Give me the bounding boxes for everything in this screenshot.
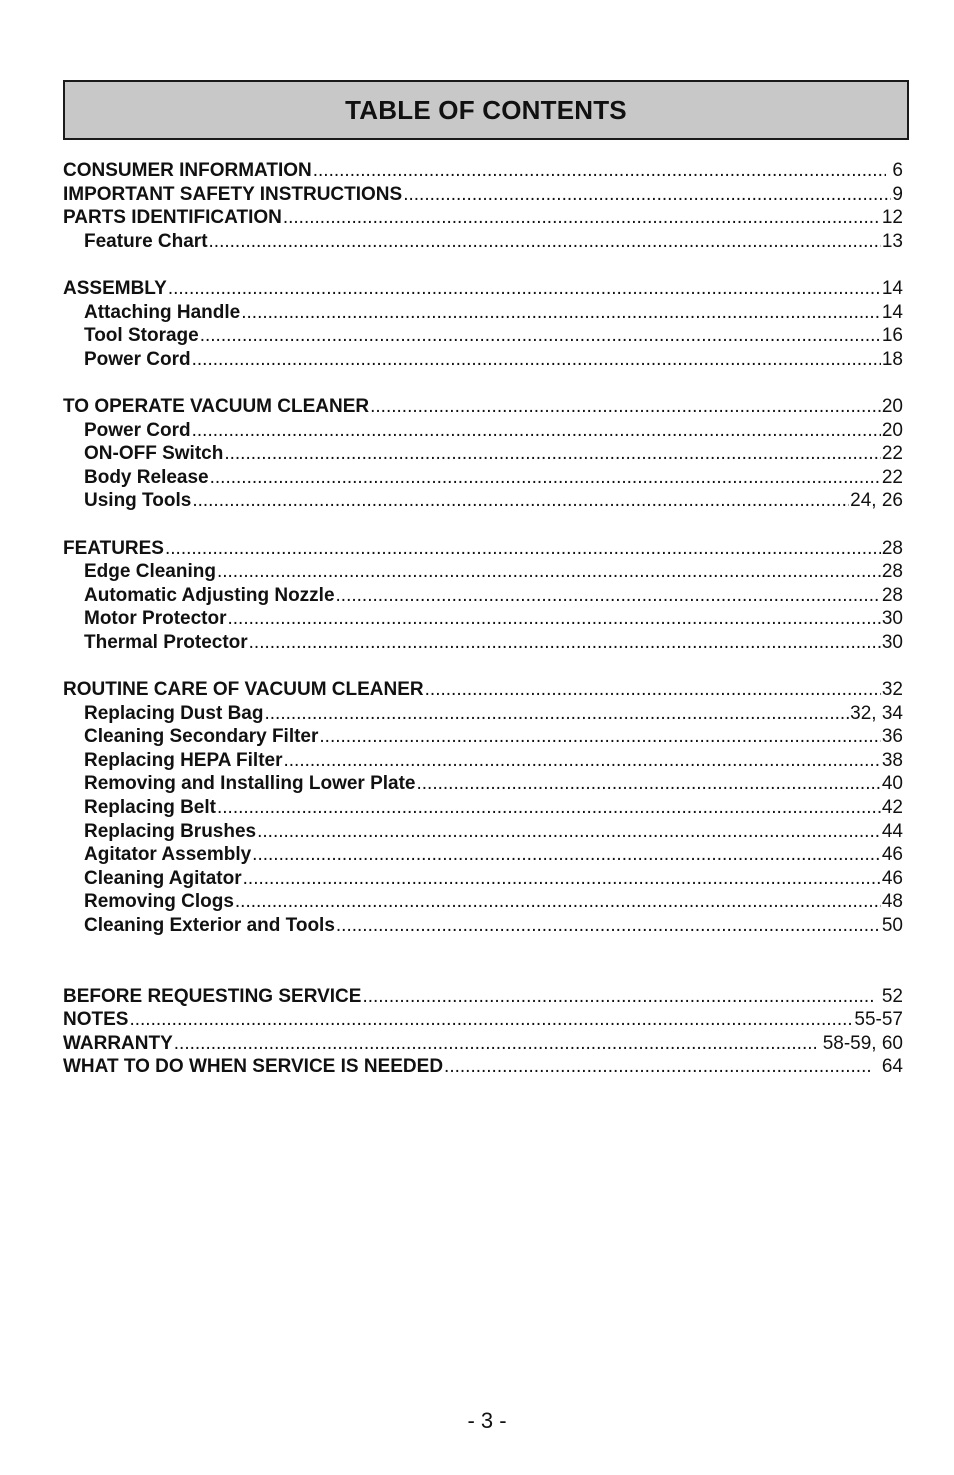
toc-entry (63, 396, 903, 420)
page-number: - 3 - (467, 1408, 507, 1433)
toc-entry (63, 160, 903, 184)
toc-entry-label: TO OPERATE VACUUM CLEANER (63, 395, 370, 417)
toc-entry (63, 184, 903, 208)
dot-leader (249, 632, 881, 654)
toc-entry-label: Automatic Adjusting Nozzle (84, 584, 335, 606)
toc-entry-label: Cleaning Agitator (84, 867, 242, 889)
section-spacer (63, 655, 903, 679)
dot-leader (264, 703, 849, 725)
toc-entry-page: 28 (881, 584, 903, 606)
toc-entry-page: 36 (881, 726, 903, 748)
dot-leader (192, 420, 881, 442)
toc-subentry (63, 585, 903, 609)
toc-entry-label: Body Release (84, 466, 209, 488)
section-spacer (63, 939, 903, 986)
toc-entry-label: Cleaning Secondary Filter (84, 726, 319, 748)
toc-entry-page: 20 (881, 419, 903, 441)
toc-entry (63, 1056, 903, 1080)
dot-leader (129, 1009, 853, 1031)
toc-subentry (63, 231, 903, 255)
dot-leader (425, 679, 881, 701)
dot-leader (313, 160, 886, 182)
toc-subentry (63, 420, 903, 444)
dot-leader (319, 726, 880, 748)
dot-leader (444, 1056, 870, 1078)
dot-leader (192, 349, 881, 371)
section-spacer (63, 254, 903, 278)
toc-entry (63, 278, 903, 302)
dot-leader (165, 538, 881, 560)
table-of-contents (63, 160, 903, 1080)
toc-subentry (63, 349, 903, 373)
dot-leader (241, 302, 881, 324)
toc-entry-label: Agitator Assembly (84, 844, 252, 866)
toc-entry-page: 16 (881, 325, 903, 347)
toc-entry-label: WHAT TO DO WHEN SERVICE IS NEEDED (63, 1056, 444, 1078)
dot-leader (192, 490, 849, 512)
toc-entry-label: Replacing Dust Bag (84, 702, 264, 724)
toc-entry-label: ASSEMBLY (63, 277, 167, 299)
section-spacer (63, 372, 903, 396)
toc-entry (63, 1009, 903, 1033)
dot-leader (252, 844, 881, 866)
toc-entry-label: Removing Clogs (84, 891, 234, 913)
page-title: TABLE OF CONTENTS (345, 94, 627, 125)
toc-subentry (63, 868, 903, 892)
toc-subentry (63, 773, 903, 797)
toc-entry-page: 58-59, 60 (817, 1032, 903, 1054)
toc-entry-label: FEATURES (63, 537, 164, 559)
dot-leader (200, 325, 881, 347)
toc-subentry (63, 302, 903, 326)
toc-entry-page: 46 (881, 867, 903, 889)
toc-entry-page: 42 (881, 797, 903, 819)
dot-leader (217, 797, 881, 819)
toc-entry-label: CONSUMER INFORMATION (63, 160, 312, 181)
toc-entry-page: 64 (871, 1056, 903, 1078)
toc-entry-page: 38 (881, 749, 903, 771)
toc-entry-label: BEFORE REQUESTING SERVICE (63, 985, 362, 1007)
toc-subentry (63, 750, 903, 774)
dot-leader (174, 1033, 817, 1055)
toc-entry-page: 30 (881, 631, 903, 653)
toc-subentry (63, 891, 903, 915)
toc-entry-label: Thermal Protector (84, 631, 248, 653)
toc-entry-label: Replacing HEPA Filter (84, 749, 283, 771)
toc-subentry (63, 821, 903, 845)
toc-subentry (63, 844, 903, 868)
toc-entry-label: ROUTINE CARE OF VACUUM CLEANER (63, 679, 424, 701)
dot-leader (370, 396, 881, 418)
toc-subentry (63, 608, 903, 632)
dot-leader (257, 821, 881, 843)
dot-leader (217, 561, 881, 583)
toc-subentry (63, 915, 903, 939)
title-box (63, 80, 909, 140)
toc-entry-page: 30 (881, 608, 903, 630)
toc-entry-label: Feature Chart (84, 230, 208, 252)
dot-leader (362, 986, 875, 1008)
section-spacer (63, 514, 903, 538)
toc-entry-page: 9 (892, 183, 903, 205)
toc-entry-label: Motor Protector (84, 608, 227, 630)
toc-entry-label: ON-OFF Switch (84, 443, 224, 465)
dot-leader (243, 868, 881, 890)
toc-entry-label: Cleaning Exterior and Tools (84, 915, 335, 936)
toc-entry-page: 28 (881, 537, 903, 559)
toc-entry (63, 679, 903, 703)
toc-entry-page: 55-57 (854, 1009, 903, 1031)
toc-entry-page: 18 (881, 348, 903, 370)
toc-entry (63, 1033, 903, 1057)
toc-entry-label: IMPORTANT SAFETY INSTRUCTIONS (63, 183, 403, 205)
toc-entry-page: 28 (881, 561, 903, 583)
toc-entry-label: Edge Cleaning (84, 561, 216, 583)
toc-entry-label: Using Tools (84, 490, 192, 512)
toc-subentry (63, 726, 903, 750)
dot-leader (417, 773, 881, 795)
toc-entry-page: 6 (887, 160, 903, 181)
toc-entry-page: 52 (876, 985, 903, 1007)
dot-leader (224, 443, 881, 465)
toc-entry-page: 46 (881, 844, 903, 866)
toc-subentry (63, 467, 903, 491)
dot-leader (283, 207, 881, 229)
toc-entry-page: 22 (881, 466, 903, 488)
toc-entry-label: Replacing Belt (84, 797, 216, 819)
toc-entry-label: Attaching Handle (84, 301, 241, 323)
toc-subentry (63, 443, 903, 467)
toc-entry-label: Replacing Brushes (84, 820, 257, 842)
toc-entry-page: 12 (881, 207, 903, 229)
toc-entry-page: 22 (881, 443, 903, 465)
toc-entry-page: 20 (881, 395, 903, 417)
toc-entry-label: Power Cord (84, 419, 191, 441)
dot-leader (336, 915, 881, 937)
toc-entry-label: Power Cord (84, 348, 191, 370)
dot-leader (228, 608, 881, 630)
toc-entry-page: 32 (881, 679, 903, 701)
dot-leader (336, 585, 881, 607)
toc-subentry (63, 797, 903, 821)
dot-leader (209, 231, 881, 253)
toc-entry-page: 44 (881, 820, 903, 842)
toc-entry-label: NOTES (63, 1009, 129, 1031)
toc-entry (63, 538, 903, 562)
dot-leader (210, 467, 881, 489)
toc-subentry (63, 561, 903, 585)
toc-entry (63, 986, 903, 1010)
toc-subentry (63, 632, 903, 656)
toc-entry-label: PARTS IDENTIFICATION (63, 207, 282, 229)
toc-subentry (63, 325, 903, 349)
toc-entry-label: Tool Storage (84, 325, 199, 347)
toc-subentry (63, 490, 903, 514)
toc-entry-page: 13 (881, 230, 903, 252)
toc-entry-label: WARRANTY (63, 1032, 173, 1054)
toc-entry (63, 207, 903, 231)
dot-leader (235, 891, 881, 913)
toc-entry-page: 40 (881, 773, 903, 795)
dot-leader (403, 184, 891, 206)
toc-entry-label: Removing and Installing Lower Plate (84, 773, 416, 795)
toc-entry-page: 48 (881, 891, 903, 913)
toc-subentry (63, 703, 903, 727)
toc-entry-page: 50 (881, 915, 903, 936)
dot-leader (168, 278, 881, 300)
dot-leader (283, 750, 880, 772)
toc-entry-page: 32, 34 (850, 702, 903, 724)
toc-entry-page: 24, 26 (850, 490, 903, 512)
toc-entry-page: 14 (881, 277, 903, 299)
toc-entry-page: 14 (881, 301, 903, 323)
